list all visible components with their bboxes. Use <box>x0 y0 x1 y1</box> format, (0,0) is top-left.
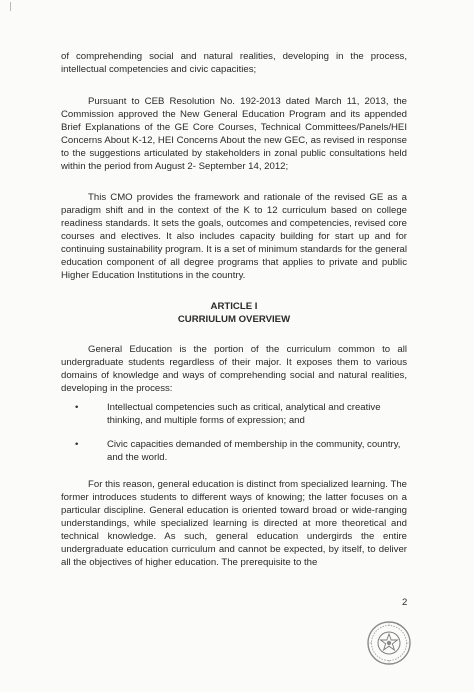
list-item <box>61 438 407 464</box>
article-number: ARTICLE I <box>210 301 258 312</box>
paragraph-ceb-resolution: Pursuant to CEB Resolution No. 192-2013 dated March 11, 2013, the Commission approved the New General Education Program and its appended Brief Explanations of the GE Core Courses, Technical Committees/Panels/HEI Concerns About K-12, HEI Concerns About the new GEC, as revised in response to the suggestions articulated by stakeholders in zonal public consultations held within the period from August 2- September 14, 2012; <box>61 96 407 172</box>
list-item-text: Civic capacities demanded of membership in the community, country, and the world. <box>107 439 401 463</box>
competencies-list <box>61 401 407 464</box>
page-body <box>61 50 407 569</box>
scan-edge-mark <box>10 2 11 11</box>
page-number: 2 <box>402 597 408 608</box>
list-item <box>61 401 407 427</box>
seal-stamp-icon <box>366 620 412 666</box>
paragraph-continuation: of comprehending social and natural realities, developing in the process, intellectual competencies and civic capacities; <box>61 51 407 75</box>
article-header <box>61 300 407 326</box>
list-item-text: Intellectual competencies such as critical, analytical and creative thinking, and multiple forms of expression; and <box>107 402 381 426</box>
paragraph-general-education-definition: General Education is the portion of the curriculum common to all undergraduate students regardless of their major. It exposes them to various domains of knowledge and ways of comprehending social and natural realities, developing in the process: <box>61 344 407 394</box>
paragraph-specialized-learning: For this reason, general education is distinct from specialized learning. The former introduces students to different ways of knowing; the latter focuses on a particular discipline. General education is oriented toward broad or wide-ranging understandings, while specialized learning is directed at more theoretical and technical knowledge. As such, general education undergirds the entire undergraduate education curriculum and cannot be expected, by itself, to deliver all the objectives of higher education. The prerequisite to the <box>61 479 407 568</box>
article-title: CURRIULUM OVERVIEW <box>177 314 291 325</box>
paragraph-cmo-framework: This CMO provides the framework and rationale of the revised GE as a paradigm shift and in the context of the K to 12 curriculum based on college readiness standards. It sets the goals, outcomes and competencies, revised core courses and electives. It also includes capacity building for start up and for continuing sustainability program. It is a set of minimum standards for the general education component of all degree programs that applies to private and public Higher Education Institutions in the country. <box>61 192 407 281</box>
bullet-icon: • <box>75 439 79 450</box>
bullet-icon: • <box>75 402 79 413</box>
